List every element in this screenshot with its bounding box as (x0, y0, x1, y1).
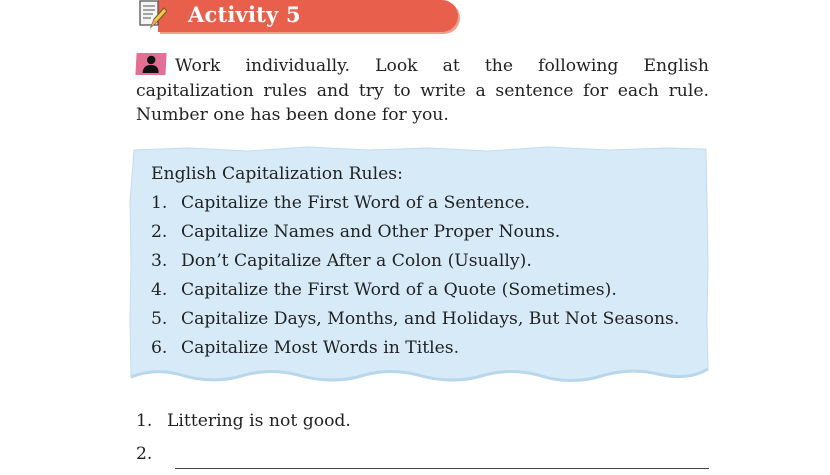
rule-number: 2. (151, 222, 168, 242)
rule-text: Don’t Capitalize After a Colon (Usually). (181, 251, 532, 271)
answers-list (136, 409, 709, 475)
rule-item (151, 336, 711, 365)
rule-item (151, 307, 711, 336)
answer-item (136, 409, 709, 442)
rule-number: 1. (151, 193, 168, 213)
rule-item (151, 191, 711, 220)
answer-text: Littering is not good. (167, 411, 351, 431)
rule-number: 4. (151, 280, 168, 300)
rule-item (151, 249, 711, 278)
person-icon (135, 53, 166, 75)
rule-text: Capitalize Names and Other Proper Nouns. (181, 222, 561, 242)
rule-text: Capitalize Days, Months, and Holidays, But Not Seasons. (181, 309, 680, 329)
rules-box (151, 162, 711, 365)
answer-item (136, 442, 709, 475)
rule-text: Capitalize the First Word of a Quote (Sometimes). (181, 280, 617, 300)
answer-blank-line[interactable] (175, 442, 709, 469)
rule-number: 6. (151, 338, 168, 358)
rule-text: Capitalize the First Word of a Sentence. (181, 193, 531, 213)
rule-number: 3. (151, 251, 168, 271)
rule-number: 5. (151, 309, 168, 329)
instruction-text: Work individually. Look at the following English capitalization rules and try to write a sentence for each rule. Number one has been done for you. (136, 56, 709, 125)
instruction-paragraph (136, 53, 709, 128)
rules-heading: English Capitalization Rules: (151, 164, 403, 184)
rule-item (151, 220, 711, 249)
answer-number: 1. (136, 411, 153, 431)
answer-number: 2. (136, 444, 153, 464)
rule-text: Capitalize Most Words in Titles. (181, 338, 460, 358)
rule-item (151, 278, 711, 307)
activity-title: Activity 5 (188, 2, 301, 27)
document-pencil-icon (137, 0, 167, 30)
